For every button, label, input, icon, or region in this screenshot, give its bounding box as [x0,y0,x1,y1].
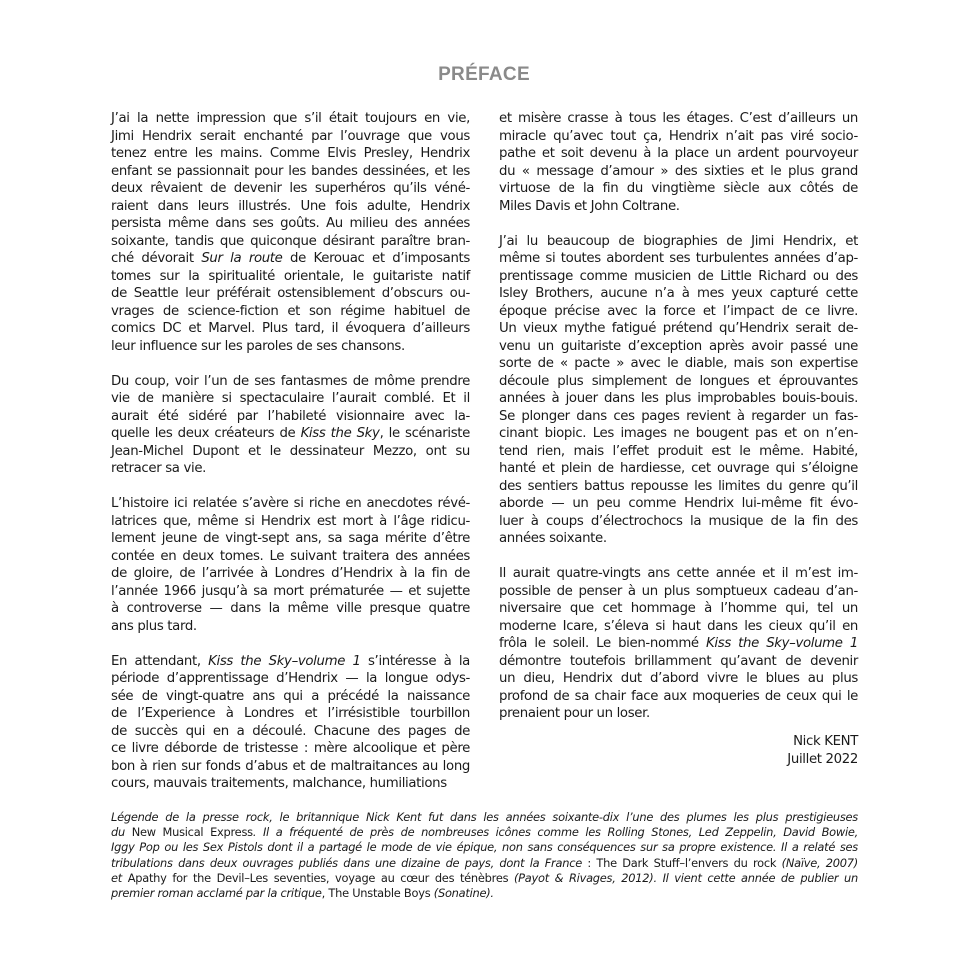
text-line: Jimi Hendrix serait enchanté par l’ouvrage que vous [111,128,470,144]
text-line: découle plus simplement de longues et éprouvantes [499,373,858,389]
paragraph [111,373,470,478]
text-line: lement jeune de vingt-sept ans, sa saga mérite d’être [111,531,470,546]
text-line: miracle qu’avec tout ça, Hendrix n’ait pas viré socio- [499,128,858,144]
text-line: latrices que, même si Hendrix est mort à l’âge ridicu- [111,513,470,529]
text-line: quelle les deux créateurs de Kiss the Sky, le scénariste [111,426,470,441]
italic-title: Kiss the Sky [300,426,380,441]
italic-title: Iggy Pop ou les Sex Pistols dont il a partagé le mode de vie épique, non sans conséquences sur sa propre existence. Il a relaté ses [111,840,858,855]
text-line: Jean-Michel Dupont et le dessinateur Mezzo, ont su [111,443,470,459]
italic-title: Kiss the Sky–volume 1 [208,653,361,669]
text-line: ce livre déborde de tristesse : mère alcoolique et père [111,741,470,756]
text-line: tomes sur la spiritualité orientale, le guitariste natif [111,268,470,284]
text-line: aborde — un peu comme Hendrix lui-même fit évo- [499,496,858,511]
text-line: Miles Davis et John Coltrane. [499,198,680,214]
text-line: J’ai lu beaucoup de biographies de Jimi Hendrix, et [499,233,858,249]
right-column [499,110,858,740]
text-line: un dieu, Hendrix dut d’abord vivre le blues au plus [499,671,858,686]
text-line: période d’apprentissage d’Hendrix — la longue odys- [111,671,470,686]
signature [499,733,858,768]
text-line: l’année 1966 jusqu’à sa mort prématurée — et sujette [111,583,470,599]
text-line: de Seattle leur préférait ostensiblement d’obscurs ou- [111,286,470,301]
paragraph [499,233,858,548]
text-line: J’ai la nette impression que s’il était toujours en vie, [111,111,470,126]
italic-title: (Payot & Rivages, 2012). Il vient cette année de publier un [513,870,858,885]
italic-title: premier roman acclamé par la critique [111,885,322,900]
text-line: possible de penser à un plus somptueux cadeau d’an- [499,583,858,599]
text-line: aurait été sidéré par l’habileté visionnaire avec la- [111,408,470,424]
paragraph [499,565,858,723]
italic-title: . Il a fréquenté de près de nombreuses icônes comme les Rolling Stones, Led Zeppelin, David Bowie, [252,825,859,840]
text-line [111,810,858,825]
text-line [111,840,858,855]
text-line: de gloire, de l’arrivée à Londres d’Hendrix à la fin de [111,566,470,581]
text-line: L’histoire ici relatée s’avère si riche en anecdotes révé- [111,496,470,511]
text-line: En attendant, Kiss the Sky–volume 1 s’intéresse à la [111,653,470,669]
text-line: époque précise avec la force et l’impact de ce livre. [499,303,858,319]
text-line: tribulations dans deux ouvrages publiés dans une dizaine de pays, dont la France : The Dark Stuff–l’envers du rock (Naïve, 2007) [111,855,858,870]
text-line: des sentiers battus repousse les limites du genre qu’il [499,478,858,494]
italic-title: Légende de la presse rock, le britannique Nick Kent fut dans les années soixante-dix l’une des plumes les plus prestigieuses [111,810,858,824]
text-line: années à jouer dans les plus improbables bouis-bouis. [499,391,858,406]
text-line: persista même dans ses goûts. Au milieu des années [111,216,470,231]
text-line: comics DC et Marvel. Plus tard, il évoquera d’ailleurs [111,321,470,336]
italic-title: (Sonatine). [433,885,494,900]
text-line: cinant biopic. Les images ne bougent pas et on n’en- [499,426,858,441]
text-line: ans plus tard. [111,618,197,634]
text-line: du « message d’amour » des sixties et le plus grand [499,163,858,179]
text-line: leur influence sur les paroles de ses chansons. [111,338,405,354]
text-line: du New Musical Express. Il a fréquenté de près de nombreuses icônes comme les Rolling Stones, Led Zeppelin, David Bowie, [111,825,859,840]
italic-title: tribulations dans deux ouvrages publiés dans une dizaine de pays, dont la France [111,855,582,870]
text-line: virtuose de la fin du vingtième siècle aux côtés de [499,181,858,196]
text-line: venu un guitariste d’exception après avoir passé une [499,338,858,354]
author-bio [111,810,858,901]
text-line: deux rêvaient de devenir les superhéros qu’ils véné- [111,181,470,196]
text-line: premier roman acclamé par la critique, The Unstable Boys (Sonatine). [111,885,494,900]
text-line: de l’Experience à Londres et l’irrésistible tourbillon [111,706,470,721]
text-line: vie de manière si spectaculaire l’aurait comblé. Et il [111,391,470,406]
italic-title: et [111,870,128,885]
text-line: Isley Brothers, aucune n’a à mes yeux capturé cette [499,286,858,301]
text-line: prenaient pour un loser. [499,706,650,721]
italic-title: du [111,825,132,840]
italic-title: (Naïve, 2007) [781,855,858,870]
text-line: retracer sa vie. [111,461,207,476]
text-line: hanté et plein de hardiesse, cet ouvrage qui s’éloigne [499,461,858,476]
text-line: pathe et soit devenu à la place un ardent pourvoyeur [499,146,858,161]
paragraph [111,653,470,793]
text-line: cours, mauvais traitements, malchance, humiliations [111,776,447,791]
text-line: sorte de « pacte » avec le diable, mais son expertise [499,356,858,371]
text-line: profond de sa chair face aux moqueries de ceux qui le [499,688,858,704]
text-line: années soixante. [499,531,607,546]
text-line: raient dans leurs illustrés. Une fois adulte, Hendrix [111,198,470,214]
text-line: contée en deux tomes. Le suivant traitera des années [111,548,470,564]
text-line: prentissage comme musicien de Little Richard ou des [499,268,858,284]
paragraph [111,495,470,635]
text-line: à controverse — dans la même ville presque quatre [111,601,470,616]
text-line: soixante, tandis que quiconque désirant paraître bran- [111,233,470,249]
text-line: ché dévorait Sur la route de Kerouac et d’imposants [111,251,470,266]
text-line: niversaire que cet hommage à l’homme qui, tel un [499,601,858,616]
signature-date: Juillet 2022 [787,751,858,767]
text-line: de succès qui en a découlé. Chacune des pages de [111,723,470,739]
italic-title: Sur la route [201,251,283,266]
paragraph [111,110,470,355]
text-line: Se plonger dans ces pages revient à regarder un fas- [499,408,858,424]
text-line: vrages de science-fiction et son régime habituel de [111,303,470,319]
text-line: moderne Icare, s’éleva si haut dans les cieux qu’il en [499,618,858,634]
text-line: tend rien, mais l’effet produit est le même. Habité, [499,443,858,459]
text-line: Il aurait quatre-vingts ans cette année et il m’est im- [499,566,858,581]
text-line: même si toutes abordent ses turbulentes années d’ap- [499,251,858,266]
text-line: et Apathy for the Devil–Les seventies, voyage au cœur des ténèbres (Payot & Rivages, 2012). Il vient cette année de publier un [111,870,858,885]
text-line: luer à coups d’électrochocs la musique de la fin des [499,513,858,529]
text-line: démontre toutefois brillamment qu’avant de devenir [499,653,858,669]
paragraph [499,110,858,215]
text-line: enfant se passionnait pour les bandes dessinées, et les [111,163,470,179]
signature-author: Nick KENT [793,734,858,749]
italic-title: Kiss the Sky–volume 1 [706,636,858,651]
text-line: Un vieux mythe fatigué prétend qu’Hendrix serait de- [499,321,858,336]
text-line: et misère crasse à tous les étages. C’est d’ailleurs un [499,111,858,126]
text-line: tenez entre les mains. Comme Elvis Presley, Hendrix [111,146,470,161]
text-line: sée de vingt-quatre ans qui a précédé la naissance [111,688,470,704]
text-line: Du coup, voir l’un de ses fantasmes de môme prendre [111,373,470,389]
text-line: frôla le soleil. Le bien-nommé Kiss the Sky–volume 1 [499,636,858,651]
text-line: bon à rien sur fonds d’abus et de maltraitances au long [111,758,470,774]
left-column [111,110,470,810]
page-title: PRÉFACE [438,64,530,85]
